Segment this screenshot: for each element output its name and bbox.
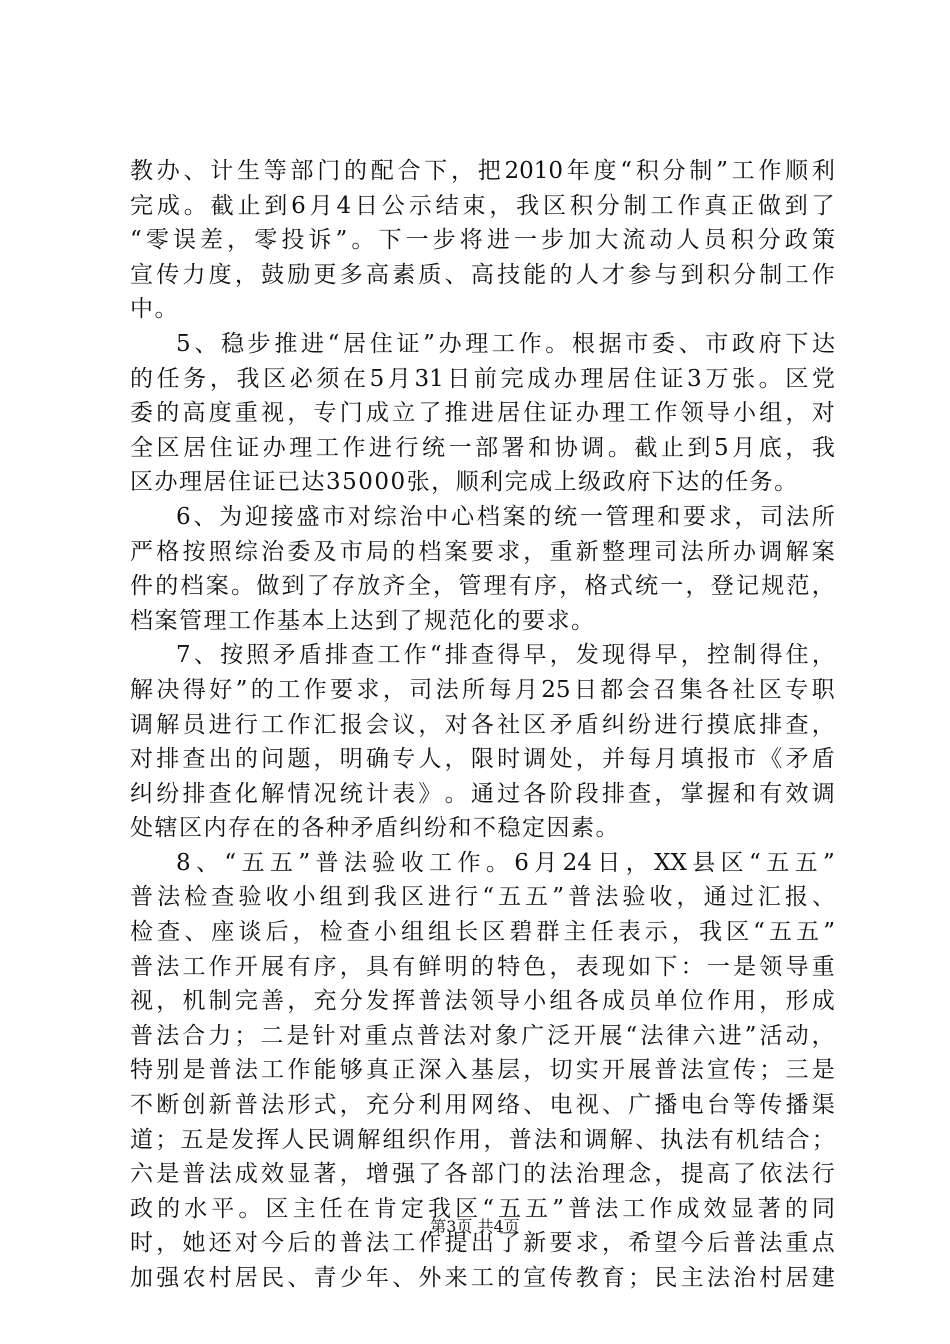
text-line: 处辖区内存在的各种矛盾纠纷和不稳定因素。 [130, 815, 620, 842]
document-body [130, 154, 835, 1296]
text-line: 严 格 按 照 综 治 委 及 市 局 的 档 案 要 求 ， 重 新 整 理 司 法 所 办 调 解 案 [130, 538, 835, 565]
text-line: 普 法 检 查 验 收 小 组 到 我 区 进 行 “ 五 五 ” 普 法 验 收 ， 通 过 汇 报 、 [130, 884, 835, 911]
page-footer: 第3页 共4页 [430, 1217, 520, 1236]
text-line: 6 、 为 迎 接 盛 市 对 综 治 中 心 档 案 的 统 一 管 理 和 要 求 ， 司 法 所 [176, 503, 835, 530]
text-line: 的 任 务 ， 我 区 必 须 在 5 月 31 日 前 完 成 办 理 居 住 证 3 万 张 。 区 党 [130, 365, 835, 392]
text-line: 纠 纷 排 查 化 解 情 况 统 计 表 》 。 通 过 各 阶 段 排 查 ， 掌 握 和 有 效 调 [130, 780, 835, 807]
text-line: 7 、 按 照 矛 盾 排 查 工 作 “ 排 查 得 早 ， 发 现 得 早 ， 控 制 得 住 ， [176, 642, 835, 669]
text-line: 不 断 创 新 普 法 形 式 ， 充 分 利 用 网 络 、 电 视 、 广 播 电 台 等 传 播 渠 [130, 1092, 835, 1119]
text-line: 道 ； 五 是 发 挥 人 民 调 解 组 织 作 用 ， 普 法 和 调 解 、 执 法 有 机 结 合 ； [130, 1126, 835, 1153]
text-line: 件 的 档 案 。 做 到 了 存 放 齐 全 ， 管 理 有 序 ， 格 式 统 一 ， 登 记 规 范 ， [130, 573, 835, 600]
text-line: 解 决 得 好 ” 的 工 作 要 求 ， 司 法 所 每 月 25 日 都 会 召 集 各 社 区 专 职 [130, 676, 835, 703]
text-line: 全 区 居 住 证 办 理 工 作 进 行 统 一 部 署 和 协 调 。 截 止 到 5 月 底 ， 我 [130, 434, 835, 461]
text-line: 普 法 工 作 开 展 有 序 ， 具 有 鲜 明 的 特 色 ， 表 现 如 下 ： 一 是 领 导 重 [130, 953, 835, 980]
text-line: 5 、 稳 步 推 进 “ 居 住 证 ” 办 理 工 作 。 根 据 市 委 、 市 政 府 下 达 [176, 330, 835, 357]
text-line: 视 ， 机 制 完 善 ， 充 分 发 挥 普 法 领 导 小 组 各 成 员 单 位 作 用 ， 形 成 [130, 988, 835, 1015]
text-line: 加 强 农 村 居 民 、 青 少 年 、 外 来 工 的 宣 传 教 育 ； 民 主 法 治 村 居 建 [130, 1265, 835, 1291]
text-line: 调 解 员 进 行 工 作 汇 报 会 议 ， 对 各 社 区 矛 盾 纠 纷 进 行 摸 底 排 查 ， [130, 711, 835, 738]
text-line: 委 的 高 度 重 视 ， 专 门 成 立 了 推 进 居 住 证 办 理 工 作 领 导 小 组 ， 对 [130, 400, 835, 427]
text-line: 宣 传 力 度 ， 鼓 励 更 多 高 素 质 、 高 技 能 的 人 才 参 与 到 积 分 制 工 作 [130, 261, 835, 288]
text-line: 特 别 是 普 法 工 作 能 够 真 正 深 入 基 层 ， 切 实 开 展 普 法 宣 传 ； 三 是 [130, 1057, 835, 1084]
text-line: 六 是 普 法 成 效 显 著 ， 增 强 了 各 部 门 的 法 治 理 念 ， 提 高 了 依 法 行 [130, 1161, 835, 1188]
text-line: 完 成 。 截 止 到 6 月 4 日 公 示 结 束 ， 我 区 积 分 制 工 作 真 正 做 到 了 [130, 192, 835, 219]
text-line: 普 法 合 力 ； 二 是 针 对 重 点 普 法 对 象 广 泛 开 展 “ 法 律 六 进 ” 活 动 ， [130, 1022, 835, 1049]
text-line: 区办理居住证已达35000张，顺利完成上级政府下达的任务。 [130, 469, 799, 496]
text-line: 8 、 “ 五 五 ” 普 法 验 收 工 作 。 6 月 24 日 ， XX 县 区 “ 五 五 ” [176, 849, 835, 876]
text-line: 中。 [130, 296, 179, 323]
text-line: 时 ， 她 还 对 今 后 的 普 法 工 作 提 出 了 新 要 求 ， 希 望 今 后 普 法 重 点 [130, 1230, 835, 1257]
text-line: “ 零 误 差 ， 零 投 诉 ” 。 下 一 步 将 进 一 步 加 大 流 动 人 员 积 分 政 策 [130, 227, 835, 254]
text-line: 对 排 查 出 的 问 题 ， 明 确 专 人 ， 限 时 调 处 ， 并 每 月 填 报 市 《 矛 盾 [130, 746, 835, 773]
text-line: 教 办 、 计 生 等 部 门 的 配 合 下 ， 把 2010 年 度 “ 积 分 制 ” 工 作 顺 利 [130, 158, 835, 184]
text-line: 政 的 水 平 。 区 主 任 在 肯 定 我 区 “ 五 五 ” 普 法 工 作 成 效 显 著 的 同 [130, 1195, 835, 1222]
text-line: 检 查 、 座 谈 后 ， 检 查 小 组 组 长 区 碧 群 主 任 表 示 ， 我 区 “ 五 五 ” [130, 919, 835, 946]
text-line: 档案管理工作基本上达到了规范化的要求。 [130, 607, 596, 634]
